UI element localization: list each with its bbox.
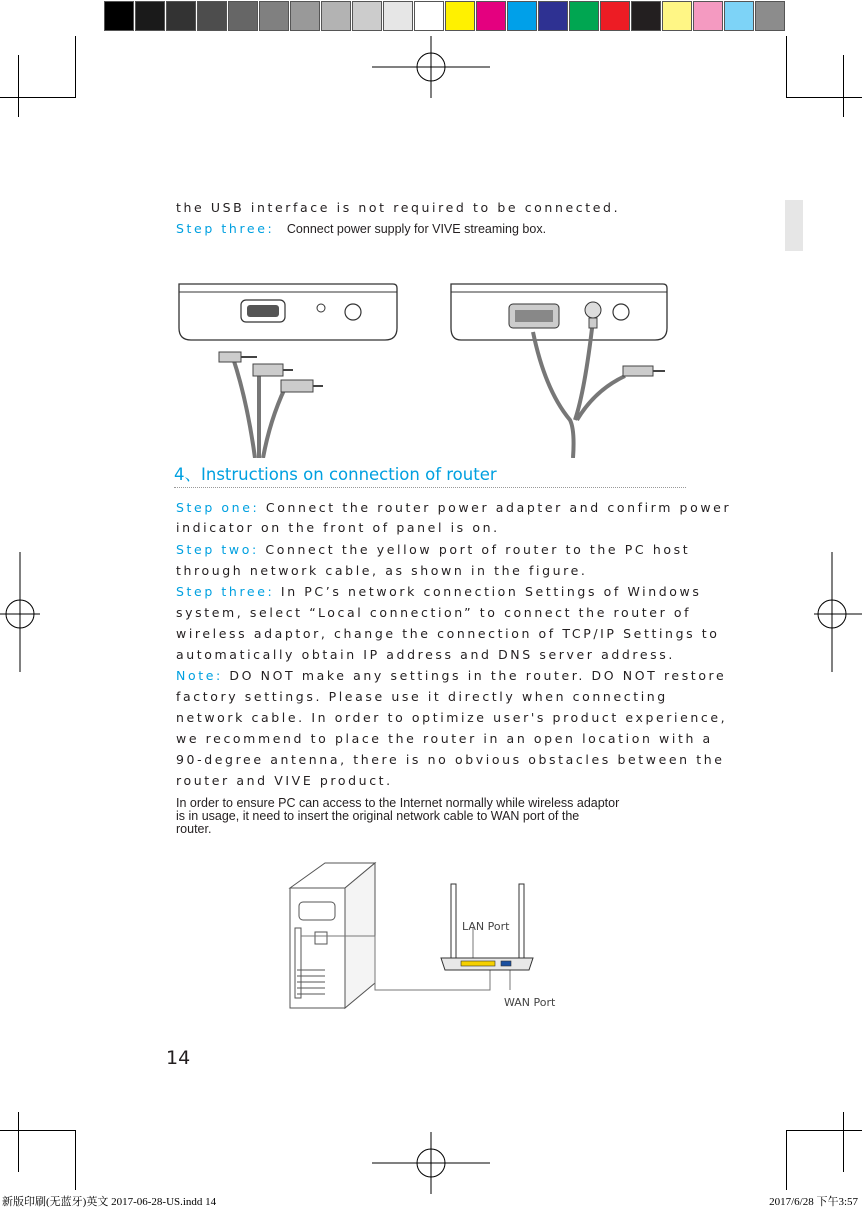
color-swatch [383,1,413,31]
instruction-paragraph: is in usage, it need to insert the original network cable to WAN port of the [176,809,580,823]
step-three-line: automatically obtain IP address and DNS server address. [176,647,675,662]
streaming-box-rear-icon [451,284,667,340]
crop-mark [786,36,787,98]
step-text: Connect the router power adapter and confirm power [259,500,732,515]
crop-mark [786,97,862,98]
color-swatch [538,1,568,31]
color-swatch [166,1,196,31]
crop-mark [843,1112,844,1172]
color-swatch [352,1,382,31]
crop-mark [75,36,76,98]
crop-mark [0,1130,76,1131]
step-label: Step two: [176,542,259,557]
instruction-paragraph: router. [176,822,212,836]
color-swatch [569,1,599,31]
note-text: DO NOT make any settings in the router. DO NOT restore [222,668,727,683]
step-one-line [176,500,731,515]
step-two-line [176,542,690,557]
note-line: router and VIVE product. [176,773,393,788]
note-line: network cable. In order to optimize user's product experience, [176,710,728,725]
step-three-line: wireless adaptor, change the connection of TCP/IP Settings to [176,626,720,641]
registration-target-icon [814,552,862,672]
page-number: 14 [166,1047,191,1069]
note-line: we recommend to place the router in an open location with a [176,731,713,746]
print-slug-timestamp: 2017/6/28 下午3:57 [769,1196,858,1208]
registration-target-icon [372,36,490,98]
color-swatch [228,1,258,31]
step-text: In PC’s network connection Settings of Windows [274,584,702,599]
pc-router-connection-diagram [285,858,545,1014]
section-title: 4、Instructions on connection of router [174,465,497,484]
note-line [176,668,726,683]
lan-port-label: LAN Port [462,920,510,933]
registration-target-icon [372,1132,490,1194]
color-swatch [724,1,754,31]
color-swatch [197,1,227,31]
crop-mark [786,1130,862,1131]
color-swatch [290,1,320,31]
registration-target-icon [0,552,40,672]
crop-mark [18,55,19,117]
color-swatch [135,1,165,31]
note-line: 90-degree antenna, there is no obvious obstacles between the [176,752,725,767]
color-swatch [104,1,134,31]
color-swatch [755,1,785,31]
step-label: Step three: [176,221,275,236]
color-swatch [259,1,289,31]
color-swatch [600,1,630,31]
note-label: Note: [176,668,223,683]
step-text: Connect the yellow port of router to the PC host [258,542,691,557]
crop-mark [18,1112,19,1172]
step-two-line: through network cable, as shown in the figure. [176,563,588,578]
color-swatch [507,1,537,31]
streaming-box-cable-illustration [175,280,675,458]
crop-mark [843,55,844,117]
crop-mark [75,1130,76,1190]
color-swatch [693,1,723,31]
wan-port-label: WAN Port [504,996,556,1009]
step-text: Connect power supply for VIVE streaming box. [286,222,547,236]
instruction-paragraph: In order to ensure PC can access to the Internet normally while wireless adaptor [176,796,620,810]
step-three-line: system, select “Local connection” to connect the router of [176,605,692,620]
color-swatch [476,1,506,31]
color-swatch [631,1,661,31]
cable-bundle-icon [219,352,323,458]
crop-mark [786,1130,787,1190]
step-label: Step one: [176,500,260,515]
streaming-box-front-icon [179,284,397,340]
intro-step-three [176,221,546,236]
color-swatch [321,1,351,31]
step-one-line: indicator on the front of panel is on. [176,520,500,535]
print-color-bar [104,1,786,31]
color-swatch [414,1,444,31]
note-line: factory settings. Please use it directly when connecting [176,689,668,704]
intro-line: the USB interface is not required to be connected. [176,200,621,215]
color-swatch [662,1,692,31]
side-tab-marker [785,200,803,251]
section-divider [174,487,686,488]
step-label: Step three: [176,584,275,599]
color-swatch [445,1,475,31]
print-slug-filename: 新版印刷(无蓝牙)英文 2017-06-28-US.indd 14 [2,1196,217,1208]
step-three-line [176,584,701,599]
crop-mark [0,97,76,98]
